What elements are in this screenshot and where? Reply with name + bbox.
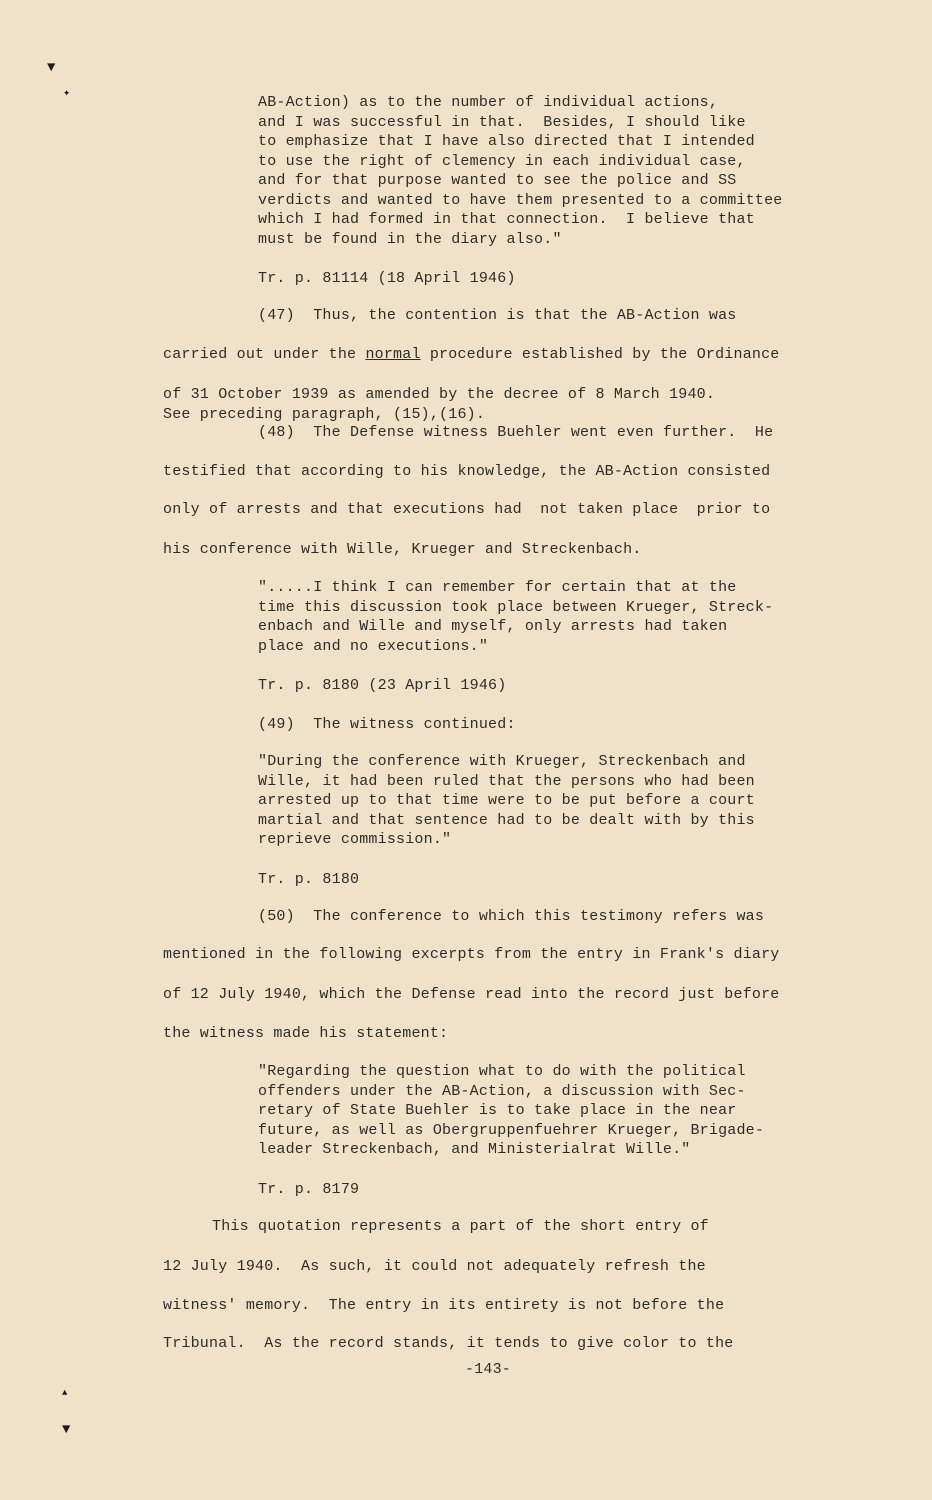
paragraph-line: of 12 July 1940, which the Defense read into the record just before	[163, 986, 780, 1003]
paragraph-line: (47) Thus, the contention is that the AB-Action was	[258, 307, 737, 324]
citation: Tr. p. 81114 (18 April 1946)	[258, 270, 516, 287]
binder-hole-mark: ✦	[63, 86, 71, 100]
quote-block: AB-Action) as to the number of individual actions, and I was successful in that. Besides, I should like to emphasize that I have also directed that I intended to use the right of clemency in each individual case, and for that purpose wanted to see the police and SS verdicts and wanted to have them presented to a committee which I had formed in that connection. I believe that must be found in the diary also."	[258, 94, 783, 248]
paragraph-line: (50) The conference to which this testimony refers was	[258, 908, 765, 925]
paragraph-line: 12 July 1940. As such, it could not adequately refresh the	[163, 1258, 706, 1275]
citation: Tr. p. 8180 (23 April 1946)	[258, 677, 507, 694]
paragraph-line: (49) The witness continued:	[258, 716, 516, 733]
quote-block: ".....I think I can remember for certain that at the time this discussion took place between Krueger, Streck- enbach and Wille and myself, only arrests had taken place and no executions."	[258, 579, 774, 655]
page-number: -143-	[465, 1361, 512, 1378]
quote-block: "During the conference with Krueger, Streckenbach and Wille, it had been ruled that the persons who had been arrested up to that time were to be put before a court martial and that sentence had to be dealt with by this reprieve commission."	[258, 753, 755, 848]
binder-hole-mark: ▼	[47, 60, 56, 76]
quote-block: "Regarding the question what to do with the political offenders under the AB-Action, a discussion with Sec- retary of State Buehler is to take place in the near future, as well as Obergruppenfuehrer Krueger, Brigade- leader Streckenbach, and Ministerialrat Wille."	[258, 1063, 765, 1158]
paragraph-line: Tribunal. As the record stands, it tends to give color to the	[163, 1335, 734, 1352]
paragraph-line: the witness made his statement:	[163, 1025, 449, 1042]
paragraph-line: witness' memory. The entry in its entirety is not before the	[163, 1297, 725, 1314]
paragraph-line: carried out under the normal procedure established by the Ordinance	[163, 346, 780, 363]
citation: Tr. p. 8180	[258, 871, 360, 888]
paragraph-line: his conference with Wille, Krueger and Streckenbach.	[163, 541, 642, 558]
paragraph-line: This quotation represents a part of the short entry of	[212, 1218, 709, 1235]
binder-hole-mark: ▼	[62, 1422, 71, 1438]
paragraph-line: testified that according to his knowledge, the AB-Action consisted	[163, 463, 771, 480]
citation: Tr. p. 8179	[258, 1181, 360, 1198]
paragraph-line: mentioned in the following excerpts from the entry in Frank's diary	[163, 946, 780, 963]
paragraph-line: of 31 October 1939 as amended by the decree of 8 March 1940.	[163, 386, 716, 403]
binder-hole-mark: ▲	[62, 1388, 68, 1398]
paragraph-line: only of arrests and that executions had not taken place prior to	[163, 501, 771, 518]
paragraph-line: (48) The Defense witness Buehler went even further. He	[258, 424, 774, 441]
paragraph-line: See preceding paragraph, (15),(16).	[163, 406, 486, 423]
